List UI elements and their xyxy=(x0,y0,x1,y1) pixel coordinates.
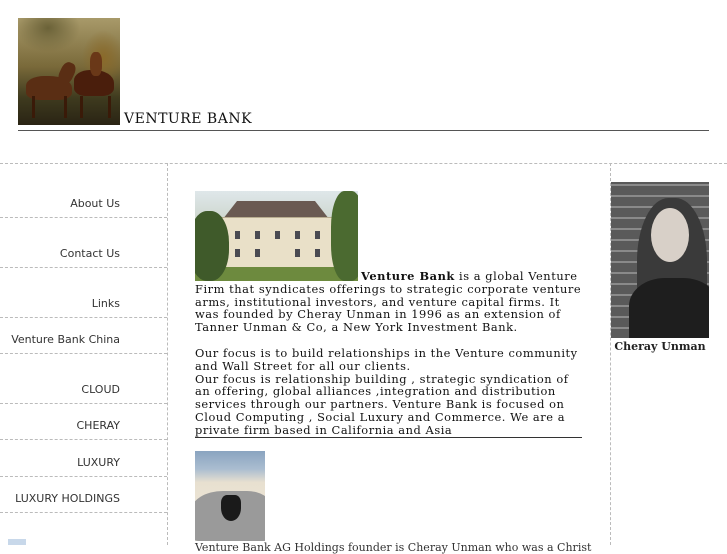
house-window xyxy=(255,231,260,239)
nav-item-label: Venture Bank China xyxy=(11,333,120,346)
tree-right xyxy=(331,191,358,281)
nav-item-cloud[interactable] xyxy=(0,354,167,404)
horse-leg xyxy=(32,96,35,118)
house-window xyxy=(235,249,240,257)
nav-item-label: CHERAY xyxy=(76,419,120,432)
house-window xyxy=(315,231,320,239)
nav-item-label: About Us xyxy=(70,197,120,210)
portrait-body xyxy=(629,278,709,338)
focus-paragraph-1: Our focus is to build relationships in the Venture community and Wall Street for all our clients. xyxy=(195,345,578,373)
portrait-caption: Cheray Unman xyxy=(614,340,706,353)
portrait-face xyxy=(651,208,689,262)
horse-leg xyxy=(80,96,83,118)
house-window xyxy=(255,249,260,257)
house-facade xyxy=(217,217,337,271)
house-window xyxy=(275,231,280,239)
house-window xyxy=(315,249,320,257)
logo-horses-painting xyxy=(18,18,120,125)
nav-item-luxury[interactable] xyxy=(0,440,167,477)
house-window xyxy=(295,231,300,239)
cheray-unman-portrait xyxy=(611,182,709,338)
saddle-shape xyxy=(221,495,241,521)
nav-item-label: CLOUD xyxy=(81,383,120,396)
intro-body: is a global Venture Firm that syndicates offerings to strategic corporate venture arms, institutional investors, and venture capital firms. It was founded by Cheray Unman in 1996 as an extension of Tanner Unman & Co, a New York Investment Bank. xyxy=(195,269,582,335)
nav-item-label: Links xyxy=(91,297,120,310)
header-divider xyxy=(18,130,709,131)
nav-column-divider xyxy=(167,163,168,545)
nav-scroll-marker xyxy=(8,539,26,545)
nav-item-venture-bank-china[interactable] xyxy=(0,318,167,354)
nav-item-links[interactable] xyxy=(0,268,167,318)
intro-brand: Venture Bank xyxy=(361,269,455,283)
house-window xyxy=(295,249,300,257)
focus-paragraph-2: Our focus is relationship building , strategic syndication of an offering, global alliances ,integration and distribution services through our partners. Venture Bank is focused on Cloud Computing , Social Luxury and Commerce. We are a private firm based in California and Asia xyxy=(195,371,569,437)
horse-leg xyxy=(108,96,111,118)
nav-item-about-us[interactable] xyxy=(0,164,167,218)
site-title: VENTURE BANK xyxy=(124,111,253,127)
horse-saddle-photo xyxy=(195,451,265,541)
chateau-photo xyxy=(195,191,358,281)
nav-item-label: LUXURY xyxy=(77,456,120,469)
nav-item-luxury-holdings[interactable] xyxy=(0,477,167,513)
house-window xyxy=(235,231,240,239)
intro-paragraph xyxy=(195,270,587,334)
horse-leg xyxy=(64,96,67,118)
nav-item-label: Contact Us xyxy=(59,247,120,260)
about-text xyxy=(195,270,587,437)
nav-item-cheray[interactable] xyxy=(0,404,167,440)
horse-shape xyxy=(90,52,102,76)
content-divider xyxy=(195,437,582,438)
founder-text-cut: Venture Bank AG Holdings founder is Cheray Unman who was a Christ xyxy=(195,541,592,554)
nav-item-label: LUXURY HOLDINGS xyxy=(15,492,120,505)
nav-item-contact-us[interactable] xyxy=(0,218,167,268)
